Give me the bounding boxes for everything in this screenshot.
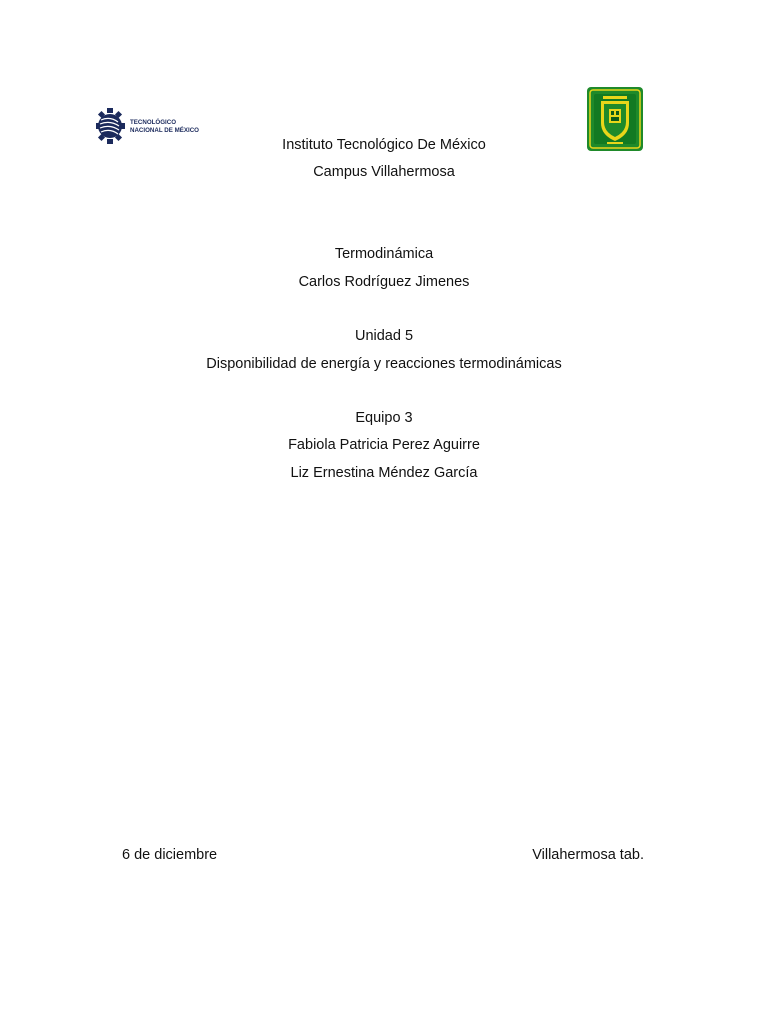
teacher-name: Carlos Rodríguez Jimenes	[298, 274, 470, 290]
footer-place: Villahermosa tab.	[532, 847, 644, 863]
institution-name: Instituto Tecnológico De México	[282, 137, 486, 153]
campus-name: Campus Villahermosa	[313, 164, 455, 180]
footer-date: 6 de diciembre	[122, 847, 218, 863]
team-label: Equipo 3	[355, 410, 413, 426]
unit-title: Disponibilidad de energía y reacciones termodinámicas	[206, 356, 562, 372]
team-member: Liz Ernestina Méndez García	[290, 465, 478, 481]
tecnm-logo-line2: NACIONAL DE MÉXICO	[130, 127, 199, 134]
subject-name: Termodinámica	[334, 246, 434, 262]
tecnm-logo-line1: TECNOLÓGICO	[130, 119, 177, 126]
team-member: Fabiola Patricia Perez Aguirre	[288, 437, 480, 453]
unit-label: Unidad 5	[354, 328, 414, 344]
